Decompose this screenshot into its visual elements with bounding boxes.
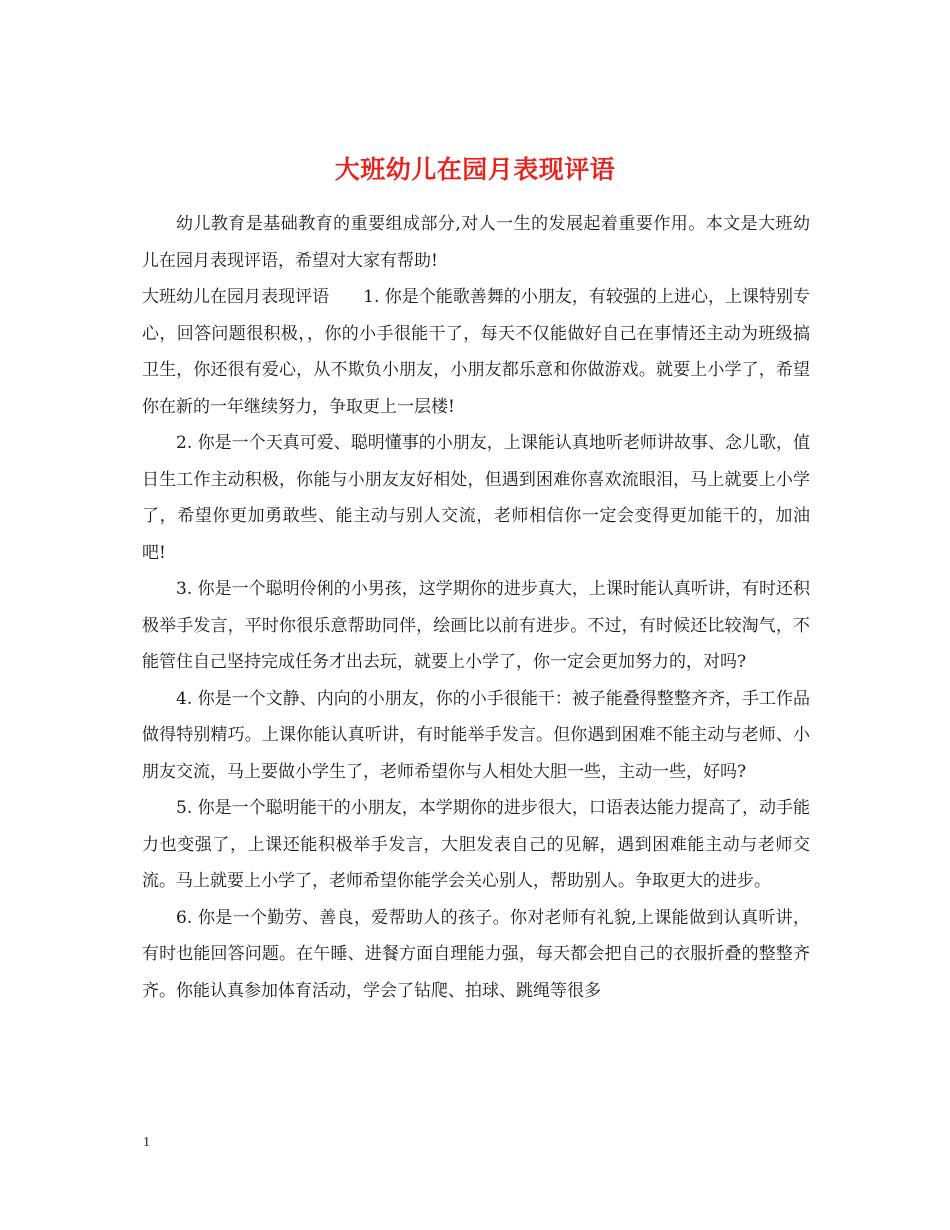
comment-paragraph-1: 大班幼儿在园月表现评语 1. 你是个能歌善舞的小朋友，有较强的上进心，上课特别专心，回答问题很积极，，你的小手很能干了，每天不仅能做好自己在事情还主动为班级搞卫生，你还很有爱心，从不欺负小朋友，小朋友都乐意和你做游戏。就要上小学了，希望你在新的一年继续努力，争取更上一层楼! bbox=[142, 287, 810, 417]
comment-paragraph-5: 5. 你是一个聪明能干的小朋友，本学期你的进步很大，口语表达能力提高了，动手能力也变强了，上课还能积极举手发言，大胆发表自己的见解，遇到困难能主动与老师交流。马上就要上小学了，老师希望你能学会关心别人，帮助别人。争取更大的进步。 bbox=[142, 798, 810, 891]
document-body bbox=[142, 206, 810, 1009]
comment-paragraph-3: 3. 你是一个聪明伶俐的小男孩，这学期你的进步真大，上课时能认真听讲，有时还积极举手发言，平时你很乐意帮助同伴，绘画比以前有进步。不过，有时候还比较淘气，不能管住自己坚持完成任务才出去玩，就要上小学了，你一定会更加努力的，对吗? bbox=[142, 579, 810, 672]
comment-paragraph-6: 6. 你是一个勤劳、善良，爱帮助人的孩子。你对老师有礼貌,上课能做到认真听讲，有时也能回答问题。在午睡、进餐方面自理能力强，每天都会把自己的衣服折叠的整整齐齐。你能认真参加体育活动，学会了钻爬、拍球、跳绳等很多 bbox=[142, 907, 810, 1001]
document-title: 大班幼儿在园月表现评语 bbox=[334, 154, 616, 184]
page-number: 1 bbox=[143, 1135, 150, 1150]
comment-paragraph-2: 2. 你是一个天真可爱、聪明懂事的小朋友，上课能认真地听老师讲故事、念儿歌，值日生工作主动积极，你能与小朋友友好相处，但遇到困难你喜欢流眼泪，马上就要上小学了，希望你更加勇敢些、能主动与别人交流，老师相信你一定会变得更加能干的，加油吧! bbox=[142, 433, 810, 563]
intro-paragraph: 幼儿教育是基础教育的重要组成部分,对人一生的发展起着重要作用。本文是大班幼儿在园月表现评语，希望对大家有帮助! bbox=[142, 214, 810, 271]
comment-paragraph-4: 4. 你是一个文静、内向的小朋友，你的小手很能干：被子能叠得整整齐齐，手工作品做得特别精巧。上课你能认真听讲，有时能举手发言。但你遇到困难不能主动与老师、小朋友交流，马上要做小学生了，老师希望你与人相处大胆一些，主动一些，好吗? bbox=[142, 688, 810, 782]
